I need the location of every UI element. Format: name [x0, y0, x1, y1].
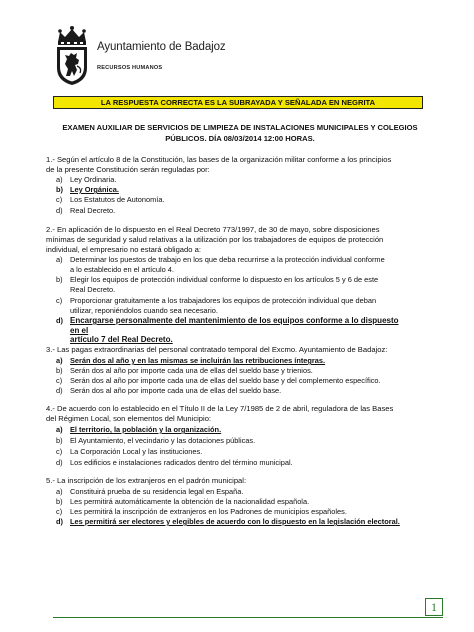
question-stem-line: 2.- En aplicación de lo dispuesto en el Real Decreto 773/1997, de 30 de mayo, sobre disposiciones: [46, 225, 380, 234]
question-stem-line: de la presente Constitución serán reguladas por:: [46, 165, 210, 175]
question-3-option-b: [46, 366, 436, 376]
question-stem-line: individual, el empresario no estará obligado a:: [46, 245, 201, 255]
question-stem-line: 3.- Las pagas extraordinarias del personal contratado temporal del Excmo. Ayuntamiento de Badajoz:: [46, 345, 388, 354]
option-text: Ley Ordinaria.: [70, 175, 117, 184]
option-letter: c): [56, 507, 63, 516]
question-1-option-b-correct: [46, 185, 436, 195]
option-text: Serán dos al año por importe cada una de ellas del sueldo base y del complemento específico.: [70, 376, 381, 385]
option-text: Les permitirá la inscripción de extranjeros en los Padrones de municipios españoles.: [70, 507, 347, 516]
question-3-option-d: [46, 386, 436, 396]
option-text: Les permitirá automáticamente la obtención de la nacionalidad española.: [70, 497, 310, 506]
question-4-option-a-correct: [46, 425, 436, 435]
option-letter: c): [56, 195, 63, 204]
question-4-option-b: [46, 436, 436, 446]
option-letter: d): [56, 386, 63, 395]
question-5-option-b: [46, 497, 436, 507]
option-text: El Ayuntamiento, el vecindario y las dotaciones públicas.: [70, 436, 256, 445]
question-5-stem: [46, 476, 436, 486]
option-letter: b): [56, 275, 63, 284]
option-letter: a): [56, 487, 63, 496]
option-letter: c): [56, 447, 63, 456]
question-2-option-a: [46, 255, 436, 274]
footer-divider: [53, 617, 443, 618]
option-text: Les permitirá ser electores y elegibles de acuerdo con lo dispuesto en la legislación electoral.: [70, 517, 400, 526]
exam-title-line-1: EXAMEN AUXILIAR DE SERVICIOS DE LIMPIEZA DE INSTALACIONES MUNICIPALES Y COLEGIOS: [62, 123, 418, 132]
question-stem-line: del Régimen Local, son elementos del Municipio:: [46, 414, 212, 424]
option-letter: a): [56, 255, 63, 264]
option-letter: a): [56, 356, 63, 365]
question-3-option-c: [46, 376, 436, 386]
option-text: Encargarse personalmente del mantenimiento de los equipos conforme a lo dispuesto en el artículo 7 del Real Decreto.: [70, 316, 399, 345]
option-text: Real Decreto.: [70, 206, 116, 215]
exam-title-line-2: PÚBLICOS. DÍA 08/03/2014 12:00 HORAS.: [165, 134, 315, 143]
page-number: 1: [425, 598, 443, 616]
question-stem-line: 1.- Según el artículo 8 de la Constitución, las bases de la organización militar conforme a los principios: [46, 155, 392, 164]
option-text: Determinar los puestos de trabajo en los que deba recurrirse a la protección individual conforme a lo establecido en el artículo 4.: [70, 255, 385, 274]
question-1-option-a: [46, 175, 436, 185]
question-1-option-d: [46, 206, 436, 216]
question-3-option-a-correct: [46, 356, 436, 366]
answer-key-banner: LA RESPUESTA CORRECTA ES LA SUBRAYADA Y SEÑALADA EN NEGRITA: [53, 96, 423, 109]
question-4-option-d: [46, 458, 436, 468]
option-text: Elegir los equipos de protección individual conforme lo dispuesto en los artículos 5 y 6 de este Real Decreto.: [70, 275, 379, 294]
question-5-option-d-correct: [46, 517, 436, 527]
option-text: Los Estatutos de Autonomía.: [70, 195, 165, 204]
question-3-stem: [46, 345, 436, 355]
coat-of-arms-logo: [52, 26, 92, 86]
option-letter: b): [56, 366, 63, 375]
option-letter: d): [56, 458, 63, 467]
question-2-option-b: [46, 275, 436, 294]
department-label: RECURSOS HUMANOS: [97, 65, 163, 71]
option-text: Serán dos al año y en las mismas se incluirán las retribuciones íntegras.: [70, 356, 326, 365]
option-text: Serán dos al año por importe cada una de ellas del sueldo base y trienios.: [70, 366, 313, 375]
option-text: Proporcionar gratuitamente a los trabajadores los equipos de protección individual que deban utilizar, reponiéndolos cuando sea necesario.: [70, 296, 377, 315]
option-text: Los edificios e instalaciones radicados dentro del término municipal.: [70, 458, 293, 467]
question-1-option-c: [46, 195, 436, 205]
option-text: Serán dos al año por importe cada una de ellas del sueldo base.: [70, 386, 282, 395]
question-5-option-c: [46, 507, 436, 517]
organization-name: Ayuntamiento de Badajoz: [97, 41, 226, 53]
question-stem-line: 4.- De acuerdo con lo establecido en el Título II de la Ley 7/1985 de 2 de abril, reguladora de las Bases: [46, 404, 394, 413]
question-5-option-a: [46, 487, 436, 497]
question-2-option-c: [46, 296, 436, 315]
option-letter: b): [56, 497, 63, 506]
option-letter: d): [56, 517, 63, 526]
option-text: Constituirá prueba de su residencia legal en España.: [70, 487, 244, 496]
question-stem-line: mínimas de seguridad y salud relativas a la utilización por los trabajadores de equipos de protección: [46, 235, 384, 245]
option-letter: c): [56, 296, 63, 305]
option-letter: d): [56, 316, 63, 325]
question-4-stem: [46, 404, 436, 424]
option-letter: b): [56, 185, 63, 194]
option-letter: a): [56, 175, 63, 184]
question-2-option-d-correct: [46, 316, 436, 345]
question-4-option-c: [46, 447, 436, 457]
option-letter: d): [56, 206, 63, 215]
option-letter: a): [56, 425, 63, 434]
option-letter: b): [56, 436, 63, 445]
option-text: La Corporación Local y las instituciones.: [70, 447, 203, 456]
question-1-stem: [46, 155, 436, 175]
question-stem-line: 5.- La inscripción de los extranjeros en el padrón municipal:: [46, 476, 247, 485]
question-2-stem: [46, 225, 436, 256]
option-text: El territorio, la población y la organización.: [70, 425, 222, 434]
option-letter: c): [56, 376, 63, 385]
option-text: Ley Orgánica.: [70, 185, 119, 194]
